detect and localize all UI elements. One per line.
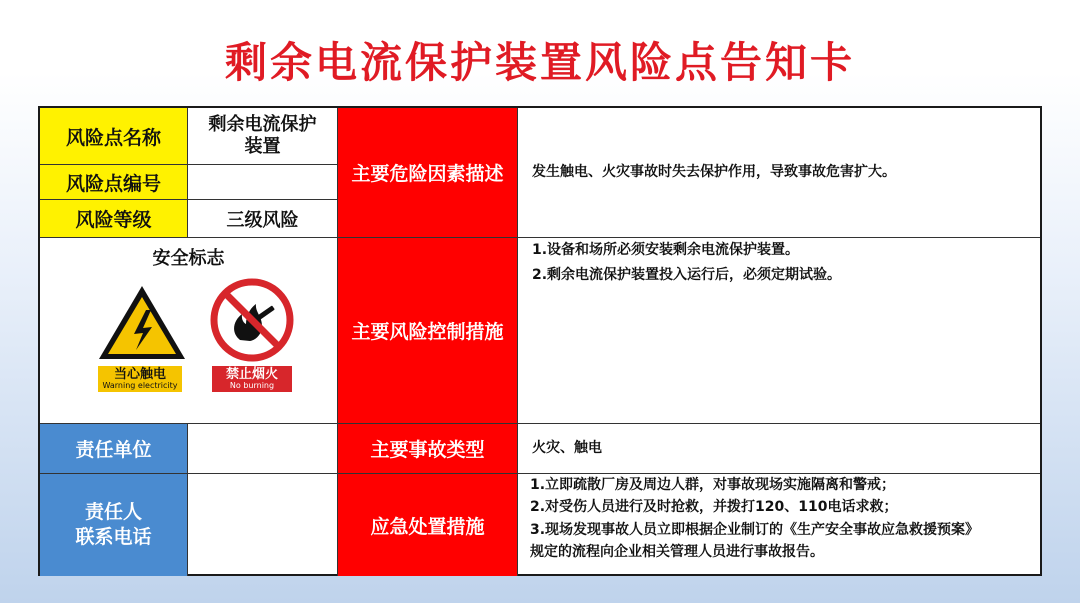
risk-code-label: 风险点编号 — [40, 165, 188, 200]
safety-signs-panel — [40, 238, 338, 424]
resp-person-line-1: 责任人 — [84, 501, 142, 524]
emergency-measure-4: 规定的流程向企业相关管理人员进行事故报告。 — [530, 544, 824, 561]
risk-code-value — [188, 165, 338, 200]
accident-types-value: 火灾、触电 — [518, 424, 1040, 474]
page-title: 剩余电流保护装置风险点告知卡 — [224, 38, 855, 87]
emergency-measure-2: 2.对受伤人员进行及时抢救，并拨打120、110电话求救； — [530, 499, 898, 516]
safety-signs-title: 安全标志 — [152, 248, 225, 269]
control-measure-2: 2.剩余电流保护装置投入运行后，必须定期试验。 — [532, 266, 842, 283]
shock-sign-cn: 当心触电 — [113, 366, 166, 382]
no-burning-sign-label — [212, 366, 292, 392]
emergency-measure-3: 3.现场发现事故人员立即根据企业制订的《生产安全事故应急救援预案》 — [530, 521, 980, 538]
risk-level-value: 三级风险 — [188, 200, 338, 238]
resp-person-value — [188, 474, 338, 576]
resp-person-line-2: 联系电话 — [75, 526, 152, 548]
hazard-description: 发生触电、火灾事故时失去保护作用，导致事故危害扩大。 — [518, 108, 1040, 238]
accident-type-label: 主要事故类型 — [338, 424, 518, 474]
resp-unit-label: 责任单位 — [40, 424, 188, 474]
risk-level-label: 风险等级 — [40, 200, 188, 238]
no-burning-sign-en: No burning — [229, 380, 275, 390]
resp-person-label — [40, 474, 188, 576]
shock-sign-label — [98, 366, 182, 392]
risk-name-label: 风险点名称 — [40, 108, 188, 165]
emergency-label: 应急处置措施 — [338, 474, 518, 576]
no-burning-sign-cn: 禁止烟火 — [225, 366, 278, 382]
main-hazard-label: 主要危险因素描述 — [338, 108, 518, 238]
risk-name-value — [188, 108, 338, 165]
control-measure-1: 1.设备和场所必须安装剩余电流保护装置。 — [532, 242, 800, 258]
main-control-label: 主要风险控制措施 — [338, 238, 518, 424]
shock-sign-en: Warning electricity — [102, 380, 178, 390]
emergency-measure-1: 1.立即疏散厂房及周边人群，对事故现场实施隔离和警戒； — [530, 477, 896, 493]
resp-unit-value — [188, 424, 338, 474]
electric-shock-warning-icon — [96, 282, 188, 362]
no-burning-icon — [210, 278, 294, 362]
risk-name-line-1: 剩余电流保护 — [208, 114, 317, 136]
emergency-measures — [518, 474, 1040, 576]
control-measures — [518, 238, 1040, 424]
risk-name-line-2: 装置 — [244, 136, 281, 157]
risk-notice-card — [38, 106, 1042, 576]
